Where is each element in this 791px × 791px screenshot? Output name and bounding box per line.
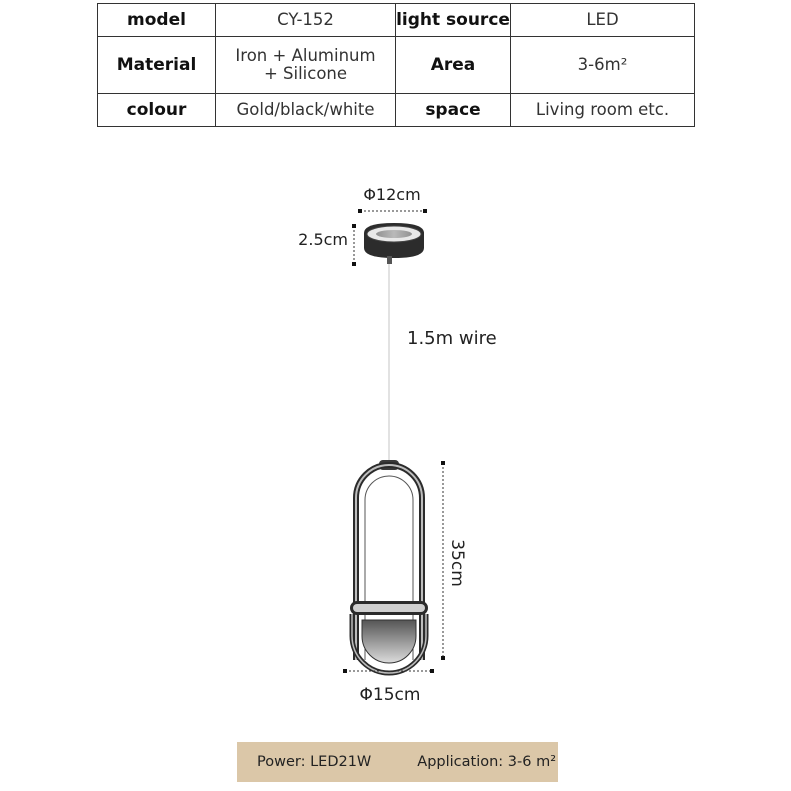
light-source-value: LED (511, 4, 695, 37)
model-value: CY-152 (216, 4, 396, 37)
colour-label: colour (98, 94, 216, 127)
material-value-line1: Iron + Aluminum (235, 45, 376, 65)
space-value: Living room etc. (511, 94, 695, 127)
area-value: 3-6m² (511, 36, 695, 94)
pendant-lamp (350, 460, 428, 673)
lamp-height-label: 35cm (447, 539, 467, 587)
area-label: Area (396, 36, 511, 94)
canopy-height-label: 2.5cm (298, 230, 348, 249)
canopy (364, 223, 424, 264)
model-label: model (98, 4, 216, 37)
wire-length-label: 1.5m wire (407, 328, 497, 349)
light-source-label: light source (396, 4, 511, 37)
canopy-diameter-label: Φ12cm (363, 185, 421, 204)
power-spec: Power: LED21W (257, 754, 372, 770)
colour-value: Gold/black/white (216, 94, 396, 127)
space-label: space (396, 94, 511, 127)
material-label: Material (98, 36, 216, 94)
application-spec: Application: 3-6 m² (417, 754, 557, 770)
spec-footer-bar (237, 742, 558, 782)
canopy-width-dimension (358, 185, 427, 213)
canopy-height-dimension (298, 224, 356, 266)
lamp-width-label: Φ15cm (359, 685, 421, 705)
material-value-line2: + Silicone (263, 63, 348, 83)
lamp-height-dimension (441, 461, 467, 660)
